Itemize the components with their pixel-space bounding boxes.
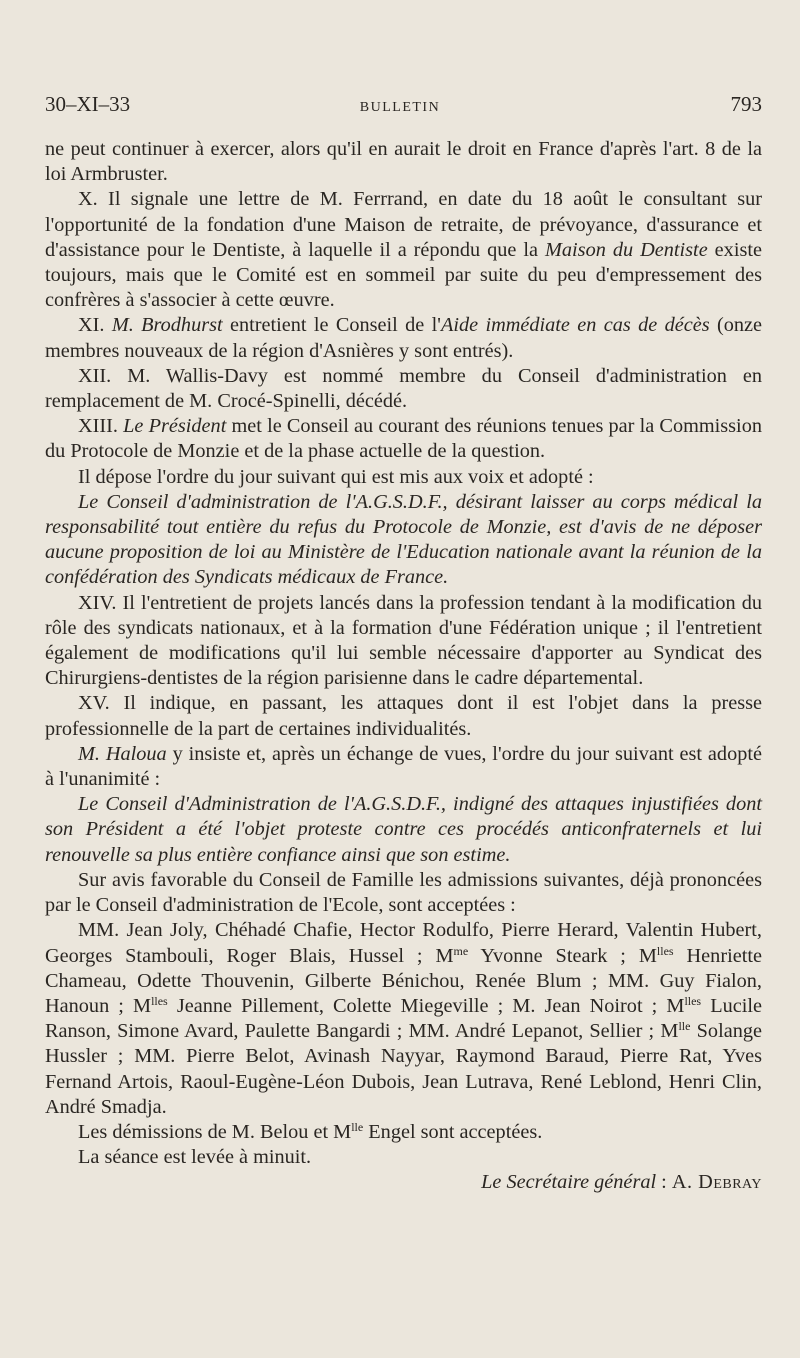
superscript: lles: [684, 993, 702, 1008]
italic-text: M. Haloua: [78, 742, 167, 765]
paragraph: [45, 313, 762, 363]
paragraph: [45, 137, 762, 187]
text-run: ne peut continuer à exercer, alors qu'il en aurait le droit en France d'après l'art. 8 de la loi Armbruster.: [45, 138, 762, 186]
signature-separator: :: [656, 1171, 672, 1194]
paragraph: [45, 187, 762, 313]
page-number: 793: [730, 92, 762, 116]
paragraph: [45, 591, 762, 692]
superscript: lle: [351, 1119, 364, 1134]
paragraph: [45, 918, 762, 1120]
text-run: MM. Jean Joly, Chéhadé Chafie, Hector Rodulfo, Pierre Herard, Valentin Hubert, Georges Stambouli, Roger Blais, Hussel ; M: [45, 919, 762, 967]
signature-name: A. Debray: [671, 1171, 762, 1194]
text-run: La séance est levée à minuit.: [78, 1146, 312, 1169]
text-run: X. Il signale une lettre de M. Ferrrand, en date du 18 août le consultant sur l'opportunité de la fondation d'une Maison de retraite, de prévoyance, d'assurance et d'assistance pour le Dentiste, à laquelle il a répondu que la: [45, 188, 762, 261]
text-run: Il dépose l'ordre du jour suivant qui est mis aux voix et adopté :: [78, 465, 594, 488]
text-run: existe toujours, mais que le Comité est en sommeil par suite du peu d'empressement des confrères à s'associer à cette œuvre.: [45, 238, 762, 312]
paragraph: [45, 465, 762, 490]
text-run: XV. Il indique, en passant, les attaques dont il est l'objet dans la presse professionnelle de la part de certaines individualités.: [45, 692, 762, 740]
text-run: Yvonne Steark ; M: [468, 944, 657, 967]
paragraph: [45, 868, 762, 918]
italic-text: Aide immédiate en cas de décès: [440, 314, 710, 337]
italic-text: M. Brodhurst: [111, 314, 223, 337]
paragraph: [45, 742, 762, 792]
text-run: Solange Hussler ; MM. Pierre Belot, Avinash Nayyar, Raymond Baraud, Pierre Rat, Yves Fernand Artois, Raoul-Eugène-Léon Dubois, Jean Lutrava, René Leblond, Henri Clin, André Smadja.: [45, 1020, 762, 1118]
text-run: Sur avis favorable du Conseil de Famille les admissions suivantes, déjà prononcées par le Conseil d'administration de l'Ecole, sont acceptées :: [45, 868, 762, 917]
text-run: y insiste et, après un échange de vues, l'ordre du jour suivant est adopté à l'unanimité :: [45, 742, 762, 791]
text-run: entretient le Conseil de l': [222, 314, 441, 337]
header-title: BULLETIN: [359, 100, 441, 115]
paragraph: [45, 490, 762, 591]
italic-text: Le Conseil d'administration de l'A.G.S.D.F., désirant laisser au corps médical la responsabilité tout entière du refus du Protocole de Monzie, est d'avis de ne déposer aucune proposition de loi au Ministère de l'Education nationale avant la réunion de la confédération des Syndicats médicaux de France.: [45, 490, 762, 589]
superscript: lles: [656, 943, 674, 958]
text-run: XI.: [78, 314, 112, 337]
signature-line: [45, 1170, 762, 1195]
italic-text: Le Conseil d'Administration de l'A.G.S.D.F., indigné des attaques injustifiées dont son Président a été l'objet proteste contre ces procédés anticonfraternels et lui renouvelle sa plus entière confiance ainsi que son estime.: [45, 793, 762, 866]
header-date: 30–XI–33: [45, 92, 131, 116]
text-run: Engel sont acceptées.: [363, 1120, 543, 1143]
signature-role: Le Secrétaire général: [481, 1171, 657, 1194]
paragraph: [45, 792, 762, 868]
italic-text: Le Président: [123, 415, 227, 438]
paragraph: [45, 691, 762, 741]
text-run: Henriette Chameau, Odette Thouvenin, Gilberte Bénichou, Renée Blum ; MM. Guy Fialon, Hanoun ; M: [45, 944, 762, 1017]
document-body: [45, 137, 762, 1170]
italic-text: Maison du Dentiste: [545, 238, 708, 261]
text-run: XIV. Il l'entretient de projets lancés dans la profession tendant à la modification du rôle des syndicats nationaux, et à la formation d'une Fédération unique ; il l'entretient également de modifications qu'il lui semble nécessaire d'apporter au Syndicat des Chirurgiens-dentistes de la région parisienne dans le cadre départemental.: [45, 591, 762, 690]
paragraph: [45, 364, 762, 414]
text-run: Les démissions de M. Belou et M: [78, 1120, 352, 1143]
running-header: [45, 92, 762, 117]
text-run: Jeanne Pillement, Colette Miegeville ; M. Jean Noirot ; M: [167, 994, 685, 1017]
superscript: lles: [151, 993, 168, 1008]
text-run: XIII.: [78, 415, 124, 438]
text-run: XII. M. Wallis-Davy est nommé membre du Conseil d'administration en remplacement de M. Crocé-Spinelli, décédé.: [45, 364, 762, 413]
text-run: (onze membres nouveaux de la région d'Asnières y sont entrés).: [45, 314, 762, 362]
superscript: lle: [678, 1019, 691, 1034]
superscript: me: [453, 943, 469, 958]
paragraph: [45, 1120, 762, 1145]
paragraph: [45, 414, 762, 464]
text-run: Lucile Ranson, Simone Avard, Paulette Bangardi ; MM. André Lepanot, Sellier ; M: [45, 994, 762, 1043]
text-run: met le Conseil au courant des réunions tenues par la Commission du Protocole de Monzie et de la phase actuelle de la question.: [45, 415, 762, 463]
paragraph: [45, 1145, 762, 1170]
